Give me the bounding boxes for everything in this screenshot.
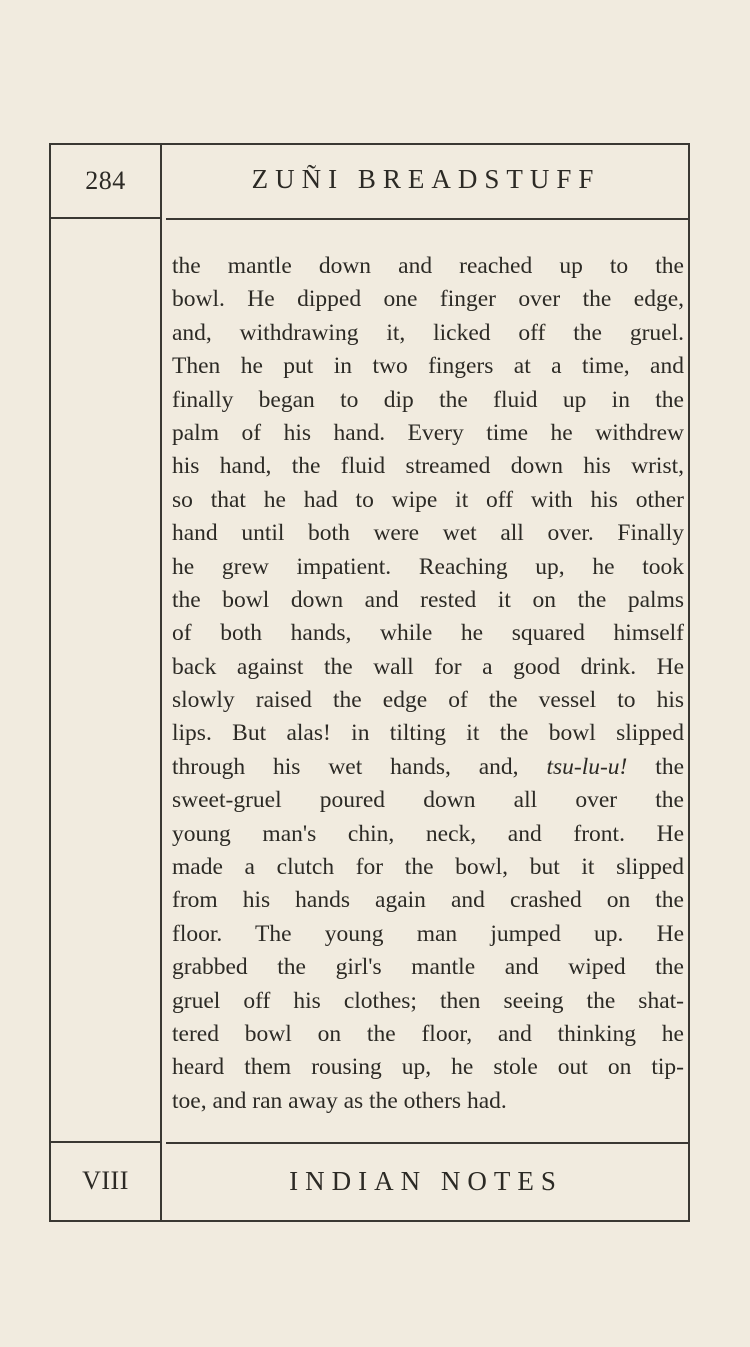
body-text bbox=[172, 250, 684, 1118]
text-line: of both hands, while he squared himself bbox=[172, 620, 684, 647]
text-line: the mantle down and reached up to the bbox=[172, 253, 684, 279]
running-foot: INDIAN NOTES bbox=[289, 1166, 563, 1196]
text-line: grabbed the girl's mantle and wiped the bbox=[172, 954, 684, 981]
text-line: finally began to dip the fluid up in the bbox=[172, 386, 684, 413]
text-line: heard them rousing up, he stole out on tip- bbox=[172, 1054, 684, 1081]
text-line-with-italic bbox=[172, 751, 684, 784]
text-line: so that he had to wipe it off with his other bbox=[172, 486, 684, 513]
text-line: the bowl down and rested it on the palms bbox=[172, 586, 684, 613]
page-number: 284 bbox=[85, 166, 126, 195]
footer-rule-left bbox=[51, 1141, 160, 1143]
text-line: and, withdrawing it, licked off the gruel. bbox=[172, 319, 684, 346]
section-number: VIII bbox=[82, 1166, 129, 1195]
text-line: lips. But alas! in tilting it the bowl slipped bbox=[172, 720, 684, 747]
text-line: slowly raised the edge of the vessel to his bbox=[172, 687, 684, 714]
header-rule-right bbox=[166, 218, 688, 220]
margin-divider bbox=[160, 145, 162, 1220]
text-line: his hand, the fluid streamed down his wrist, bbox=[172, 453, 684, 480]
text-line: floor. The young man jumped up. He bbox=[172, 920, 684, 947]
text-line: Then he put in two fingers at a time, and bbox=[172, 353, 684, 380]
text-line: sweet-gruel poured down all over the bbox=[172, 787, 684, 814]
line-segment: the bbox=[627, 753, 684, 780]
text-line: toe, and ran away as the others had. bbox=[172, 1087, 507, 1114]
text-line: from his hands again and crashed on the bbox=[172, 887, 684, 914]
text-line: gruel off his clothes; then seeing the shat- bbox=[172, 987, 684, 1014]
text-line: back against the wall for a good drink. He bbox=[172, 653, 684, 680]
text-line: he grew impatient. Reaching up, he took bbox=[172, 553, 684, 580]
text-line: tered bowl on the floor, and thinking he bbox=[172, 1020, 684, 1047]
line-segment: through his wet hands, and, bbox=[172, 753, 547, 780]
running-head: ZUÑI BREADSTUFF bbox=[251, 164, 601, 194]
text-line: bowl. He dipped one finger over the edge, bbox=[172, 286, 684, 313]
text-line: palm of his hand. Every time he withdrew bbox=[172, 419, 684, 446]
text-line: hand until both were wet all over. Finally bbox=[172, 520, 684, 547]
footer-rule-right bbox=[166, 1142, 688, 1144]
italic-word: tsu-lu-u! bbox=[546, 753, 628, 780]
text-line: young man's chin, neck, and front. He bbox=[172, 820, 684, 847]
text-line: made a clutch for the bowl, but it slipped bbox=[172, 854, 684, 881]
header-rule-left bbox=[51, 217, 160, 219]
